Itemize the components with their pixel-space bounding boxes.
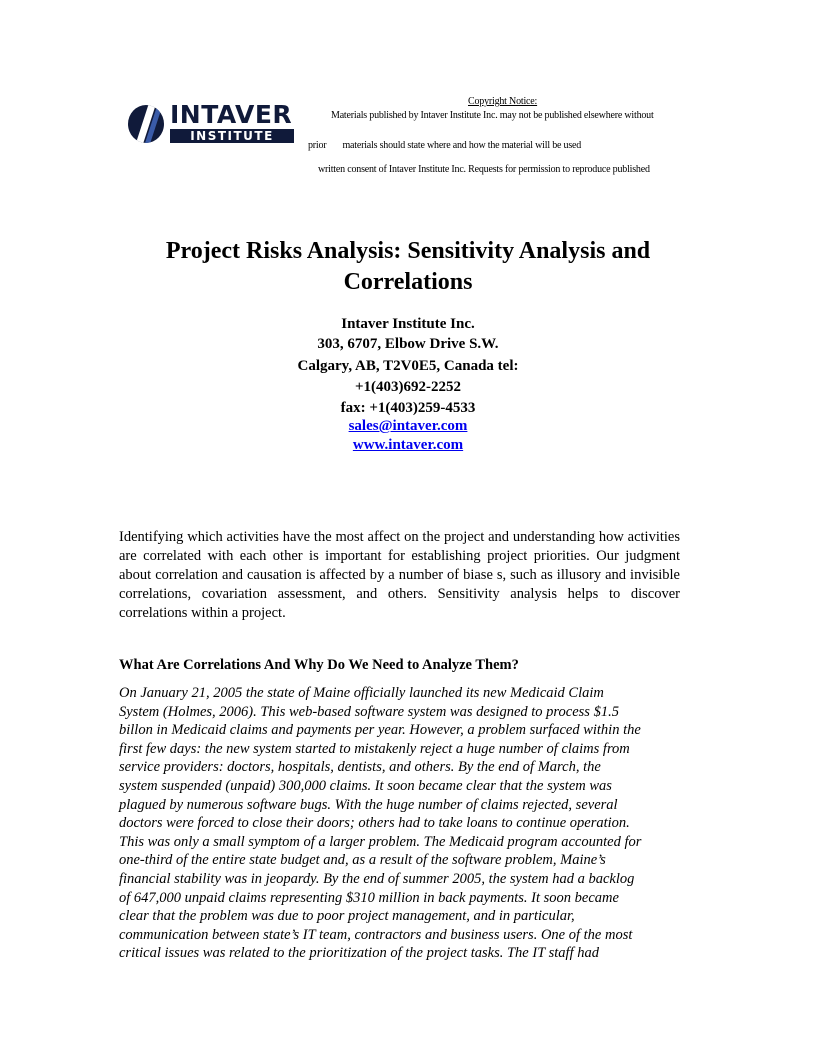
address-street: 303, 6707, Elbow Drive S.W. [317, 336, 499, 352]
address-organization: Intaver Institute Inc. [341, 316, 475, 332]
story-line: critical issues was related to the prioritization of the project tasks. The IT staff had [119, 945, 599, 962]
logo-wordmark: INTAVER [170, 100, 293, 129]
copyright-notice-line-1: Materials published by Intaver Institute Inc. may not be published elsewhere without [331, 110, 654, 121]
story-line: communication between state’s IT team, contractors and business users. One of the most [119, 926, 633, 943]
story-line: clear that the problem was due to poor project management, and in particular, [119, 908, 575, 925]
story-line: On January 21, 2005 the state of Maine officially launched its new Medicaid Claim [119, 685, 604, 701]
address-city: Calgary, AB, T2V0E5, Canada tel: [297, 358, 519, 374]
section-heading: What Are Correlations And Why Do We Need to Analyze Them? [119, 657, 519, 673]
copyright-notice-title: Copyright Notice: [468, 96, 538, 107]
intaver-logo [128, 101, 296, 145]
copyright-notice-line-2-end: materials should state where and how the material will be used [342, 140, 582, 151]
story-line: of 647,000 unpaid claims representing $310 million in back payments. It soon became [119, 889, 619, 906]
story-line: System (Holmes, 2006). This web-based software system was designed to process $1.5 [119, 703, 619, 720]
medicaid-story-paragraph [119, 684, 704, 963]
story-line: billon in Medicaid claims and payments per year. However, a problem surfaced within the [119, 722, 641, 739]
intro-paragraph: Identifying which activities have the most affect on the project and understanding how activities are correlated with each other is important for establishing project priorities. Our judgment about correlation and causation is affected by a number of biase s, such as illusory and invisible correlations, covariation assessment, and others. Sensitivity analysis helps to discover correlations within a project. [119, 529, 680, 621]
document-title: Project Risks Analysis: Sensitivity Analysis and Correlations [165, 238, 651, 295]
address-phone: +1(403)692-2252 [354, 379, 462, 395]
address-fax: fax: +1(403)259-4533 [340, 400, 476, 416]
email-link[interactable]: sales@intaver.com [348, 418, 468, 434]
logo-subtitle: INSTITUTE [170, 129, 294, 143]
copyright-notice-line-2-start: prior [308, 140, 327, 151]
story-line: financial stability was in jeopardy. By the end of summer 2005, the system had a backlog [119, 870, 635, 887]
logo-emblem-icon [128, 105, 164, 143]
website-link[interactable]: www.intaver.com [352, 437, 464, 453]
story-line: doctors were forced to close their doors; others had to take loans to continue operation. [119, 815, 630, 832]
story-line: service providers: doctors, hospitals, dentists, and others. By the end of March, the [119, 759, 601, 776]
story-line: system suspended (unpaid) 300,000 claims. It soon became clear that the system was [119, 777, 612, 794]
story-line: plagued by numerous software bugs. With the huge number of claims rejected, several [119, 796, 618, 813]
story-line: This was only a small symptom of a larger problem. The Medicaid program accounted for [119, 833, 642, 850]
copyright-notice-line-3: written consent of Intaver Institute Inc. Requests for permission to reproduce published [318, 164, 650, 175]
copyright-notice-line-2 [308, 140, 581, 151]
story-line: one-third of the entire state budget and, as a result of the software problem, Maine’s [119, 852, 606, 869]
story-line: first few days: the new system started to mistakenly reject a huge number of claims from [119, 740, 630, 757]
